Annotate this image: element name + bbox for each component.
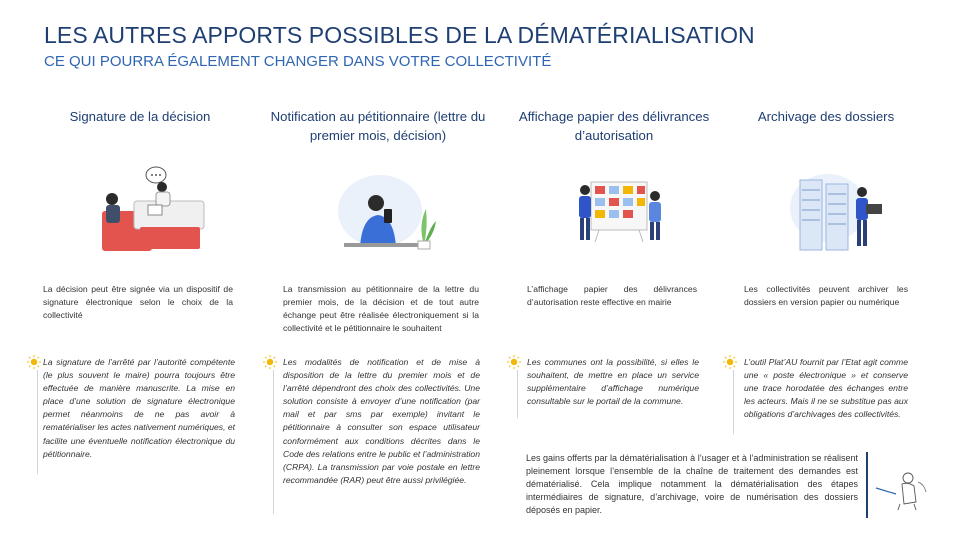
column-divider xyxy=(273,370,274,514)
phone-notification-illustration xyxy=(330,165,440,255)
column-divider xyxy=(517,370,518,418)
archivage-detail-text: L’outil Plat’AU fournit par l’Etat agit comme une « poste électronique » et conserve une trace horodatée des échanges entre les acteurs. Mais il ne se substitue pas aux obligations d’archivages des collectivités. xyxy=(744,357,908,420)
person-sketch-icon xyxy=(874,464,930,512)
column-heading-signature: Signature de la décision xyxy=(69,109,211,124)
signature-desk-illustration xyxy=(98,165,208,255)
display-board-illustration xyxy=(565,170,675,260)
lightbulb-icon xyxy=(507,355,521,369)
signature-detail-text: La signature de l’arrêté par l’autorité compétente (le plus souvent le maire) pourra toujours être effectuée de manière manuscrite. La mise en place d’une solution de signature électronique permet néanmoins de ne pas avoir à rematérialiser les actes nativement numériques, et facilite une éventuelle notification électronique du pétitionnaire. xyxy=(43,357,236,459)
server-archive-illustration xyxy=(786,170,896,260)
summary-accent-bar xyxy=(866,452,868,518)
notification-summary-text: La transmission au pétitionnaire de la lettre du premier mois, de la décision et de tout autre échange peut être réalisée électroniquement si la collectivité et le pétitionnaire le souhaitent xyxy=(283,284,479,333)
column-heading-archivage: Archivage des dossiers xyxy=(757,109,895,124)
column-heading-notification: Notification au pétitionnaire (lettre du premier mois, décision) xyxy=(270,109,486,143)
lightbulb-icon xyxy=(263,355,277,369)
lightbulb-icon xyxy=(27,355,41,369)
notification-detail-text: Les modalités de notification et de mise à disposition de la lettre du premier mois et de l’arrêté dépendront des choix des collectivités. Une solution consiste à envoyer d’une notification (par mail et par sms par exemple) invitant le pétitionnaire à consulter son espace utilisateur conformément aux conditions décrites dans le Code des relations entre le public et l’administration (CRPA). La transmission par voie postale en lettre recommandée (RAR) peut être aussi privilégiée. xyxy=(283,357,480,485)
page-subtitle: CE QUI POURRA ÉGALEMENT CHANGER DANS VOTRE COLLECTIVITÉ xyxy=(44,53,552,70)
affichage-summary-text: L’affichage papier des délivrances d’autorisation reste effective en mairie xyxy=(527,284,697,307)
column-heading-affichage: Affichage papier des délivrances d’autorisation xyxy=(518,109,710,143)
lightbulb-icon xyxy=(723,355,737,369)
summary-text: Les gains offerts par la dématérialisation à l’usager et à l’administration se réalisent pleinement lorsque l’ensemble de la chaîne de traitement des demandes est dématérialisé. Cela implique notamment la dématérialisation des étapes intermédiaires de signature, d’archivage, voire de numérisation des dossiers déposés en papier. xyxy=(526,453,858,515)
archivage-summary-text: Les collectivités peuvent archiver les dossiers en version papier ou numérique xyxy=(744,284,908,307)
column-divider xyxy=(733,370,734,434)
signature-summary-text: La décision peut être signée via un dispositif de signature électronique selon le choix de la collectivité xyxy=(43,284,233,320)
affichage-detail-text: Les communes ont la possibilité, si elles le souhaitent, de mettre en place un service supplémentaire d’affichage numérique consultable sur le portail de la commune. xyxy=(527,357,699,407)
page-title: LES AUTRES APPORTS POSSIBLES DE LA DÉMATÉRIALISATION xyxy=(44,22,755,48)
column-divider xyxy=(37,370,38,474)
